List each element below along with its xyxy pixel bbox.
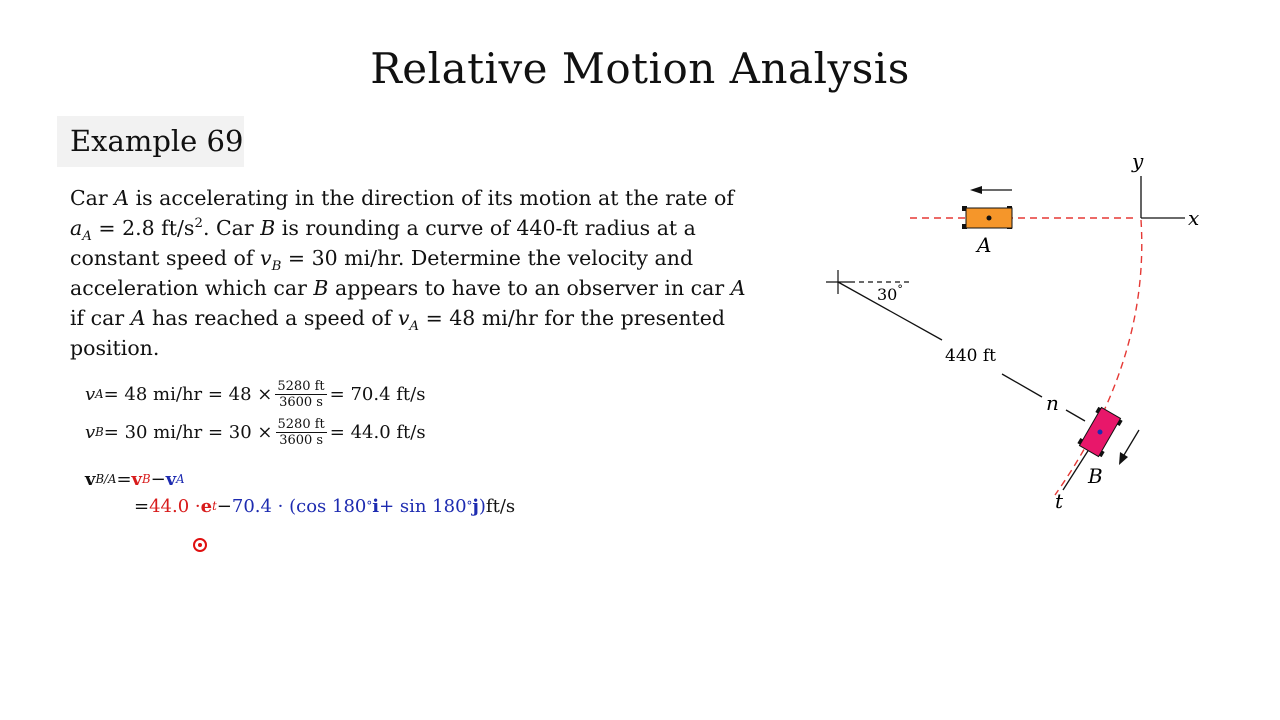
problem-statement — [70, 183, 770, 363]
problem-line-3: constant speed of $v_B = 30$ mi/hr. Determine the velocity and — [70, 246, 694, 274]
equation-vba-expanded: = 44.0 · e t − 70.4 · (cos 180 ° i + sin 180 ° j ) ft/s — [134, 495, 516, 517]
x-axis-label: x — [1188, 206, 1200, 230]
y-axis-label: y — [1132, 149, 1144, 173]
motion-diagram — [800, 140, 1220, 520]
car-b-label: B — [1088, 464, 1103, 488]
fraction-vb: $\frac{5280 ft}{3600 s}$ — [277, 416, 325, 448]
problem-line-5: if car A has reached a speed of $v_A = 48$ mi/hr for the presented — [70, 306, 726, 334]
tangent-axis-label: t — [1055, 489, 1064, 513]
equation-vba: v B/A = v B − v A — [85, 468, 185, 490]
normal-line — [1066, 410, 1085, 421]
car-a-icon — [962, 206, 1012, 229]
pointer-cursor-icon — [193, 538, 207, 552]
equation-va: v A = 48 mi/hr = 48 × $\frac{5280 ft}{3600 s}$ = 70.4 ft/s — [85, 378, 426, 410]
equation-vb: v B = 30 mi/hr = 30 × $\frac{5280 ft}{3600 s}$ = 44.0 ft/s — [85, 416, 426, 448]
problem-line-2: $a_A = 2.8$ $ft/s^2$. Car B is rounding a curve of 440-ft radius at a — [70, 216, 696, 244]
car-a-arrowhead-icon — [970, 186, 982, 194]
normal-axis-label: n — [1046, 391, 1059, 415]
car-b-velocity-arrow — [1124, 430, 1139, 455]
radius-label: 440 ft — [945, 346, 996, 366]
car-a-label: A — [977, 233, 992, 257]
problem-line-4: acceleration which car B appears to have to an observer in car A — [70, 276, 746, 300]
angle-label: 30° — [877, 283, 903, 304]
problem-line-6: position. — [70, 336, 160, 360]
car-b-arrowhead-icon — [1119, 452, 1128, 465]
fraction-va: $\frac{5280 ft}{3600 s}$ — [277, 378, 325, 410]
example-label: Example 69 — [70, 124, 244, 158]
page-title: Relative Motion Analysis — [370, 44, 910, 93]
radius-line-lower — [1002, 374, 1042, 397]
problem-line-1: Car A is accelerating in the direction of its motion at the rate of — [70, 186, 734, 210]
